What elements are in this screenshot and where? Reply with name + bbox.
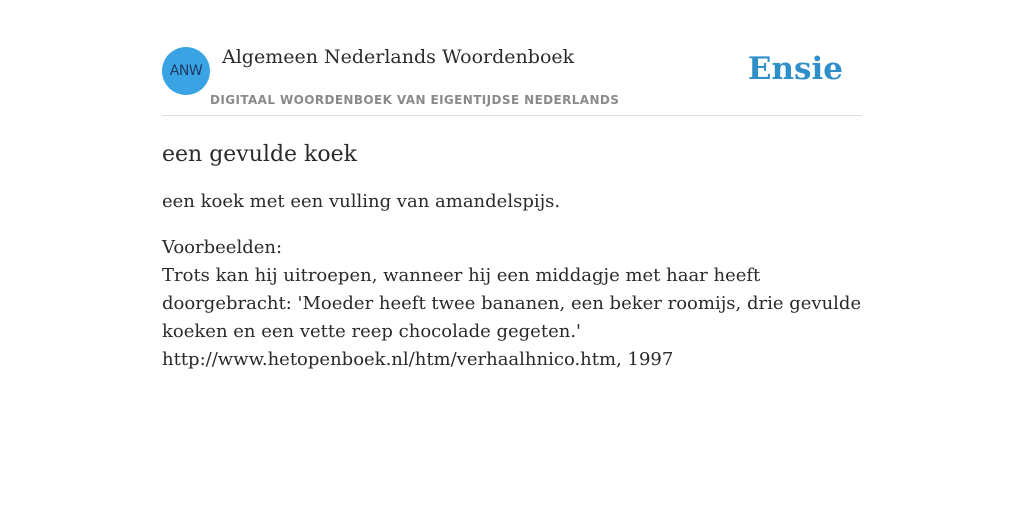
entry-title: een gevulde koek bbox=[162, 142, 357, 167]
ensie-brand-link[interactable]: Ensie bbox=[747, 51, 843, 87]
example-source: http://www.hetopenboek.nl/htm/verhaalhnico.htm, 1997 bbox=[162, 349, 674, 370]
anw-logo[interactable] bbox=[162, 47, 210, 95]
examples-label: Voorbeelden: bbox=[162, 237, 283, 258]
entry-definition: een koek met een vulling van amandelspijs. bbox=[162, 191, 561, 212]
entry-content bbox=[162, 138, 862, 374]
example-text: Trots kan hij uitroepen, wanneer hij een middagje met haar heeft doorgebracht: 'Moeder heeft twee bananen, een beker roomijs, drie gevulde koeken en een vette reep chocolade gegeten.' bbox=[162, 265, 862, 342]
site-title[interactable]: Algemeen Nederlands Woordenboek bbox=[222, 46, 575, 68]
logo-text: ANW bbox=[169, 63, 203, 79]
header bbox=[162, 46, 862, 116]
entry-examples bbox=[162, 234, 862, 374]
site-subtitle: DIGITAAL WOORDENBOEK VAN EIGENTIJDSE NEDERLANDS bbox=[210, 93, 620, 107]
